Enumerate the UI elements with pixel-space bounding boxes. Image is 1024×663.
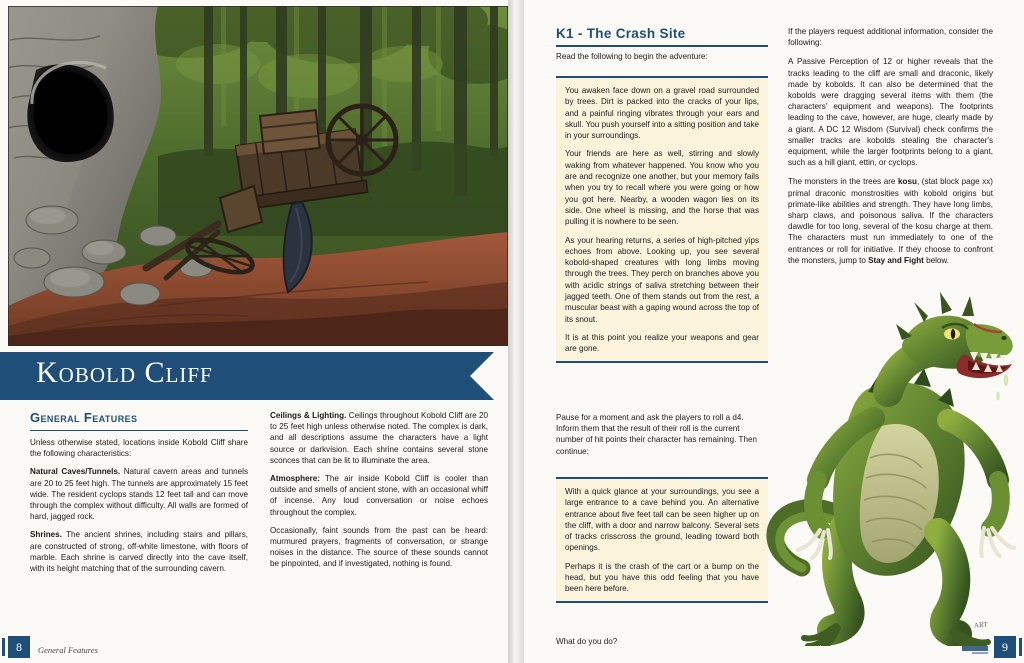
paragraph-text: The monsters in the trees are — [788, 177, 899, 187]
paragraph-lead: Shrines. — [30, 530, 62, 540]
paragraph — [30, 529, 248, 574]
paragraph — [30, 466, 248, 522]
paragraph-kosu — [788, 176, 993, 266]
paragraph-text: Occasionally, faint sounds from the past can be heard: murmured prayers, fragments of conversation, or strange noises in the distance. The source of these sounds cannot be pinpointed, and if investigated, nothing is found. — [270, 525, 488, 569]
section-heading-general-features: General Features — [30, 410, 138, 425]
artist-signature: ART — [974, 620, 989, 630]
footer-ornament — [962, 646, 988, 651]
right-second-column — [788, 26, 993, 274]
paragraph-lead: Ceilings & Lighting. — [270, 411, 347, 420]
left-text-columns — [30, 410, 488, 625]
monster-name: kosu — [898, 177, 917, 187]
paragraph-lead: Natural Caves/Tunnels. — [30, 467, 121, 477]
page-number-badge: 9 — [994, 636, 1016, 658]
paragraph — [270, 473, 488, 518]
right-page — [516, 0, 1024, 663]
paragraph: A Passive Perception of 12 or higher reveals that the tracks leading to the cliff are small and draconic, likely made by kobolds. It can also be determined that the kobolds were dragging several items with them (the characters' equipment and weapons). The footprints leading to the cave, however, are huge, clearly made by a giant. A DC 12 Wisdom (Survival) check confirms the smaller tracks are kobolds stealing the character's equipment, while the larger footprints belong to a giant, such as a hill giant, ettin, or cyclops. — [788, 57, 993, 168]
read-aloud-paragraph: With a quick glance at your surroundings, you see a large entrance to a cave behind you. An alternative entrance about five feet tall can be seen higher up on the cliff, with a door and narrow balcony. Several sets of tracks crisscross the ground, leading toward both openings. — [565, 487, 759, 553]
paragraph-text: , (stat block page xx) primal draconic monstrosities with kobold origins but primate-like abilities and strength. They have long limbs, sharp claws, and poisonous saliva. If the characters dawdle for too long, several of the kosu charge at them. The characters must run immediately to one of the entrances or roll for initiative. If they choose to confront the monsters, jump to — [788, 177, 993, 265]
gm-instruction-note: Pause for a moment and ask the players to roll a d4. Inform them that the result of their roll is the current number of hit points their character has remaining. Then continue: — [556, 413, 757, 456]
left-page-footer — [0, 633, 516, 663]
page-title: Kobold Cliff — [36, 356, 213, 389]
read-aloud-paragraph: It is at this point you realize your weapons and gear are gone. — [565, 332, 759, 354]
read-aloud-box-1 — [556, 76, 768, 363]
read-aloud-paragraph: As your hearing returns, a series of high-pitched yips echoes from above. Looking up, you see several kobold-shaped creatures with long limbs moving through the trees. They perch on branches above you with acidic strings of saliva stretching between their jagged teeth. One of them stands out from the rest, a muscular beast with a gaping wound across the top of its snout. — [565, 235, 759, 324]
paragraph-text: below. — [923, 255, 950, 265]
paragraph-text: The ancient shrines, including stairs and pillars, are constructed of strong, off-white limestone, with floors of marble. Each shrine is carved directly into the cave itself, with its height matching that of the surrounding cavern. — [30, 530, 248, 574]
paragraph — [270, 525, 488, 570]
paragraph: If the players request additional information, consider the following: — [788, 27, 993, 48]
paragraph-text: Ceilings throughout Kobold Cliff are 20 to 25 feet high unless otherwise noted. The complex is dark, and all descriptions assume the characters have a light source or darkvision. Each shrine contains several stone sconces that can be lit to illuminate the area. — [270, 411, 488, 465]
column-general-features — [30, 410, 248, 625]
read-aloud-paragraph: You awaken face down on a gravel road surrounded by trees. Dirt is packed into the cracks of your lips, and a painful ringing vibrates through your ears and skull. You push yourself into a sitting position and take in your surroundings. — [565, 86, 759, 141]
footer-label: General Features — [38, 645, 98, 655]
kosu-draconic-monstrosity-illustration — [762, 268, 1024, 646]
paragraph-lead: Atmosphere: — [270, 474, 320, 484]
cave-entrance-and-broken-wagon-illustration — [8, 6, 508, 346]
paragraph-text: Natural cavern areas and tunnels are 20 to 25 feet high. The tunnels are approximately 15 feet wide. The resident cyclops stands 12 feet tall and can move through the complex without difficulty. All walls are formed of hard, jagged rock. — [30, 467, 248, 522]
section-intro: Read the following to begin the adventure: — [556, 52, 708, 61]
cross-reference: Stay and Fight — [868, 255, 924, 265]
divider — [30, 430, 248, 431]
page-number-badge: 8 — [8, 636, 30, 658]
read-aloud-box-2 — [556, 477, 768, 603]
footer-ornament — [972, 652, 988, 654]
read-aloud-paragraph: Perhaps it is the crash of the cart or a bump on the head, but you have this odd feeling that you have been here before. — [565, 561, 759, 594]
paragraph — [270, 410, 488, 466]
column-ceilings-atmosphere — [270, 410, 488, 625]
paragraph — [30, 437, 248, 459]
paragraph-text: The air inside Kobold Cliff is cooler than outside and smells of ancient stone, with an occasional whiff of incense. Any loud conversation or noise echoes throughout the complex. — [270, 474, 488, 517]
read-aloud-paragraph: Your friends are here as well, stirring and slowly waking from whatever happened. You know who you are and recognize one another, but your memory fails when you try to recall where you were going or how you got here. Nearby, a wooden wagon lies on its side. One wheel is missing, and the horse that was pulling it is nowhere to be seen. — [565, 149, 759, 227]
section-title: K1 - The Crash Site — [556, 26, 686, 41]
paragraph-text: Unless otherwise stated, locations inside Kobold Cliff share the following characteristics: — [30, 438, 248, 459]
prompt-question: What do you do? — [556, 637, 618, 646]
divider — [556, 45, 768, 47]
right-page-footer — [516, 633, 1024, 663]
